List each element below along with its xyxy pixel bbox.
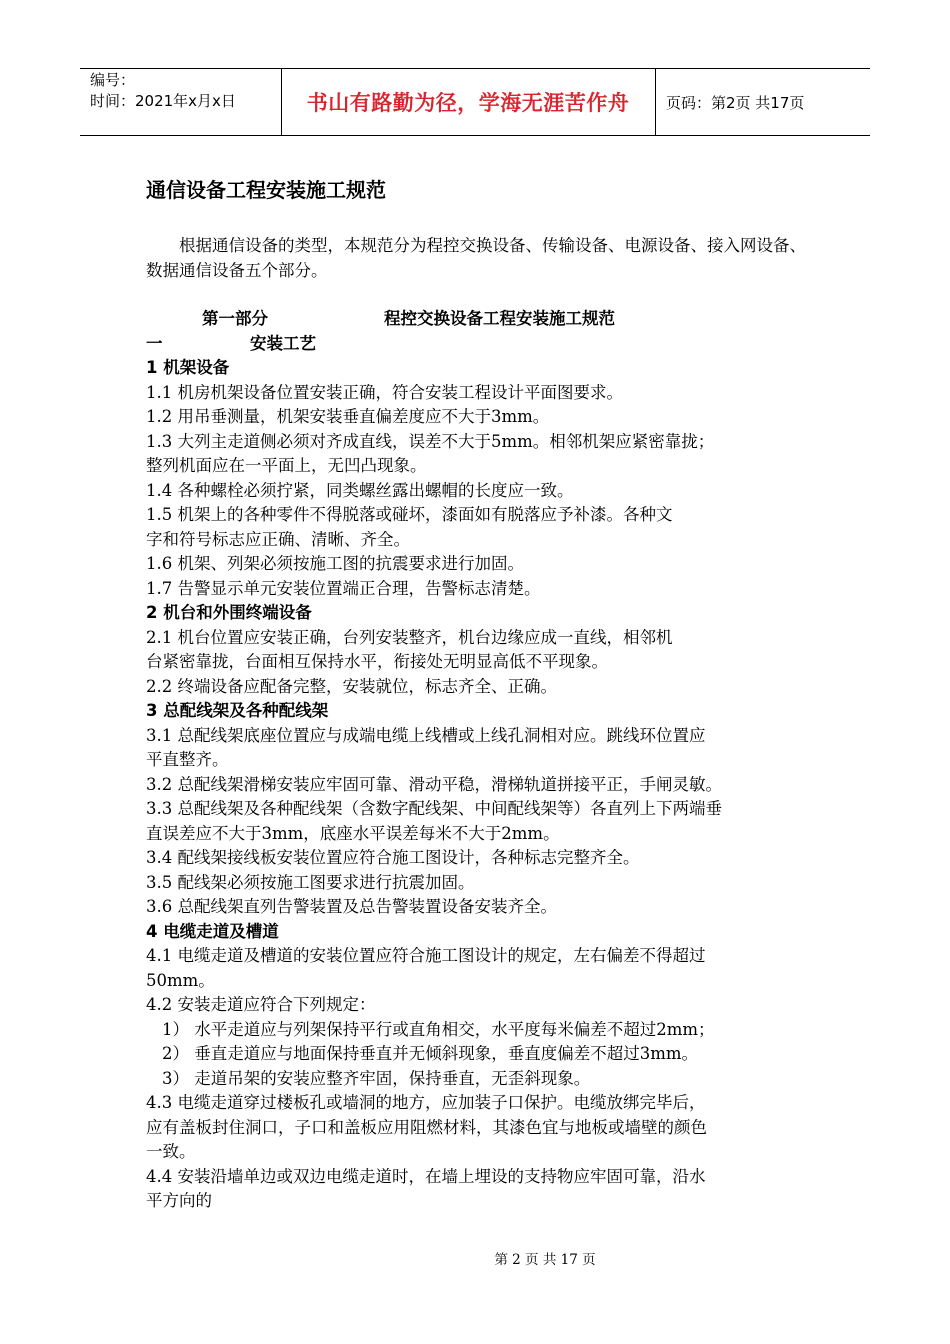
header-bottom-rule: [80, 135, 870, 136]
body-line: 1.7 告警显示单元安装位置端正合理，告警标志清楚。: [146, 578, 541, 598]
body-line: 3.5 配线架必须按施工图要求进行抗震加固。: [146, 872, 475, 892]
body-line: 3.3 总配线架及各种配线架（含数字配线架、中间配线架等）各直列上下两端垂: [146, 799, 722, 818]
subsection-heading: 1 机架设备: [146, 358, 230, 377]
body-line: 应有盖板封住洞口，子口和盖板应用阻燃材料，其漆色宜与地板或墙壁的颜色: [146, 1117, 707, 1137]
section-name: 安装工艺: [250, 333, 316, 353]
body-line: 2.2 终端设备应配备完整，安装就位，标志齐全、正确。: [146, 676, 557, 696]
content-lines: [146, 356, 811, 1214]
body-line: 3.1 总配线架底座位置应与成端电缆上线槽或上线孔洞相对应。跳线环位置应: [146, 725, 706, 745]
footer-page-number: 第 2 页 共 17 页: [494, 1252, 596, 1268]
page-indicator: 页码：第2页 共17页: [666, 93, 805, 112]
body-line: 字和符号标志应正确、清晰、齐全。: [146, 529, 410, 549]
body-line: 4.3 电缆走道穿过楼板孔或墙洞的地方，应加装子口保护。电缆放绑完毕后，: [146, 1093, 706, 1112]
body-line: 整列机面应在一平面上，无凹凸现象。: [146, 456, 427, 475]
body-line: 直误差应不大于3mm，底座水平误差每米不大于2mm。: [146, 823, 560, 843]
body-line: 50mm。: [146, 970, 215, 990]
document-body: [146, 234, 811, 1214]
body-line: 4.1 电缆走道及槽道的安装位置应符合施工图设计的规定，左右偏差不得超过: [146, 946, 706, 965]
serial-label: 编号：: [90, 71, 136, 89]
body-line: 1.5 机架上的各种零件不得脱落或碰坏，漆面如有脱落应予补漆。各种文: [146, 505, 673, 524]
section-heading: [146, 332, 811, 357]
body-line: 1.4 各种螺栓必须拧紧，同类螺丝露出螺帽的长度应一致。: [146, 480, 574, 500]
body-line: 1.2 用吊垂测量，机架安装垂直偏差度应不大于3mm。: [146, 407, 550, 426]
intro-paragraph: 根据通信设备的类型，本规范分为程控交换设备、传输设备、电源设备、接入网设备、数据通信设备五个部分。: [146, 236, 806, 280]
document-title: 通信设备工程安装施工规范: [146, 178, 386, 202]
header-meta: [90, 70, 236, 112]
body-line: 3.4 配线架接线板安装位置应符合施工图设计，各种标志完整齐全。: [146, 848, 640, 867]
body-line: 4.2 安装走道应符合下列规定：: [146, 995, 376, 1014]
body-line: 台紧密靠拢，台面相互保持水平，衔接处无明显高低不平现象。: [146, 652, 608, 671]
list-item: 1） 水平走道应与列架保持平行或直角相交，水平度每米偏差不超过2mm；: [162, 1019, 715, 1039]
body-line: 4.4 安装沿墙单边或双边电缆走道时，在墙上埋设的支持物应牢固可靠，沿水: [146, 1166, 706, 1186]
body-line: 3.2 总配线架滑梯安装应牢固可靠、滑动平稳，滑梯轨道拼接平正，手闸灵敏。: [146, 774, 722, 794]
part-number: 第一部分: [202, 309, 268, 328]
list-item: 2） 垂直走道应与地面保持垂直并无倾斜现象，垂直度偏差不超过3mm。: [162, 1044, 699, 1063]
part-heading: [146, 307, 811, 332]
page-footer: [0, 1248, 950, 1268]
subsection-heading: 4 电缆走道及槽道: [146, 921, 279, 941]
body-line: 一致。: [146, 1142, 196, 1161]
body-line: 1.1 机房机架设备位置安装正确，符合安装工程设计平面图要求。: [146, 382, 623, 402]
section-number: 一: [146, 333, 163, 353]
header-motto: 书山有路勤为径，学海无涯苦作舟: [306, 91, 630, 115]
body-line: 1.3 大列主走道侧必须对齐成直线，误差不大于5mm。相邻机架应紧密靠拢；: [146, 431, 715, 451]
subsection-heading: 2 机台和外围终端设备: [146, 603, 312, 622]
subsection-heading: 3 总配线架及各种配线架: [146, 701, 329, 720]
body-line: 平方向的: [146, 1191, 212, 1210]
date-label: 时间：2021年x月x日: [90, 92, 236, 110]
body-line: 平直整齐。: [146, 750, 229, 769]
body-line: 2.1 机台位置应安装正确，台列安装整齐，机台边缘应成一直线，相邻机: [146, 627, 673, 647]
part-name: 程控交换设备工程安装施工规范: [384, 309, 615, 328]
header-divider-right: [655, 69, 656, 135]
body-line: 1.6 机架、列架必须按施工图的抗震要求进行加固。: [146, 554, 524, 573]
body-line: 3.6 总配线架直列告警装置及总告警装置设备安装齐全。: [146, 897, 557, 916]
list-item: 3） 走道吊架的安装应整齐牢固，保持垂直，无歪斜现象。: [162, 1068, 591, 1088]
